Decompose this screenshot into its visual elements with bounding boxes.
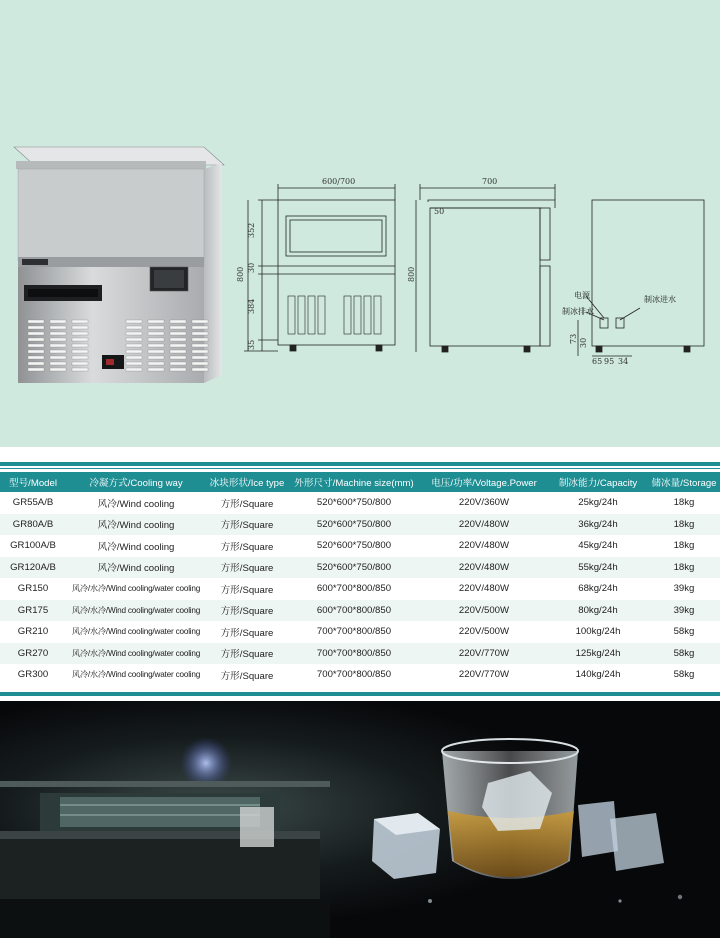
cell-capacity: 36kg/24h <box>548 514 648 536</box>
cell-power: 220V/770W <box>420 664 548 686</box>
table-row <box>0 557 720 579</box>
annot-inlet: 制冰进水 <box>644 295 676 304</box>
cell-ice: 方形/Square <box>206 578 288 600</box>
cell-power: 220V/360W <box>420 492 548 514</box>
cell-size: 600*700*800/850 <box>288 578 420 600</box>
cell-cooling: 风冷/Wind cooling <box>66 492 206 514</box>
cell-capacity: 80kg/24h <box>548 600 648 622</box>
cell-model: GR150 <box>0 578 66 600</box>
back-dim-65: 65 <box>592 357 603 366</box>
cell-size: 600*700*800/850 <box>288 600 420 622</box>
product-overview-panel <box>0 0 720 447</box>
front-view-drawing <box>244 184 395 351</box>
cell-cooling: 风冷/水冷/Wind cooling/water cooling <box>66 643 206 665</box>
cell-ice: 方形/Square <box>206 492 288 514</box>
table-row <box>0 621 720 643</box>
technical-drawings <box>236 170 720 370</box>
bar-scene-photo <box>0 701 720 938</box>
cell-ice: 方形/Square <box>206 557 288 579</box>
table-row <box>0 643 720 665</box>
cell-power: 220V/770W <box>420 643 548 665</box>
table-top-rule <box>0 462 720 466</box>
spec-table-wrapper <box>0 472 720 686</box>
table-header-row <box>0 472 720 492</box>
cell-power: 220V/500W <box>420 621 548 643</box>
table-row <box>0 535 720 557</box>
cell-model: GR100A/B <box>0 535 66 557</box>
cell-size: 700*700*800/850 <box>288 664 420 686</box>
cell-model: GR80A/B <box>0 514 66 536</box>
cell-capacity: 55kg/24h <box>548 557 648 579</box>
back-dim-95: 95 <box>604 357 615 366</box>
cell-model: GR120A/B <box>0 557 66 579</box>
back-view-drawing <box>578 200 704 356</box>
cell-cooling: 风冷/Wind cooling <box>66 557 206 579</box>
back-dim-30: 30 <box>579 337 588 348</box>
cell-ice: 方形/Square <box>206 514 288 536</box>
cell-size: 520*600*750/800 <box>288 535 420 557</box>
cell-storage: 58kg <box>648 664 720 686</box>
front-dim-352: 352 <box>247 222 256 238</box>
cell-model: GR175 <box>0 600 66 622</box>
header-ice-type: 冰块形状/Ice type <box>206 472 288 492</box>
front-dim-30: 30 <box>247 262 256 273</box>
header-model: 型号/Model <box>0 472 66 492</box>
header-power: 电压/功率/Voltage.Power <box>420 472 548 492</box>
cell-storage: 58kg <box>648 621 720 643</box>
side-width-label: 700 <box>482 177 498 186</box>
cell-size: 700*700*800/850 <box>288 643 420 665</box>
table-row <box>0 514 720 536</box>
header-capacity: 制冰能力/Capacity <box>548 472 648 492</box>
cell-ice: 方形/Square <box>206 664 288 686</box>
annot-drain: 制冰排水 <box>562 307 594 316</box>
back-dim-73: 73 <box>569 333 578 344</box>
side-total-height: 800 <box>407 266 416 282</box>
cell-storage: 18kg <box>648 557 720 579</box>
cell-model: GR55A/B <box>0 492 66 514</box>
header-size: 外形尺寸/Machine size(mm) <box>288 472 420 492</box>
cell-power: 220V/480W <box>420 557 548 579</box>
front-total-height: 800 <box>236 266 245 282</box>
table-top-rule-thin <box>0 468 720 469</box>
cell-capacity: 140kg/24h <box>548 664 648 686</box>
cell-cooling: 风冷/水冷/Wind cooling/water cooling <box>66 664 206 686</box>
front-width-label: 600/700 <box>322 177 356 186</box>
cell-model: GR300 <box>0 664 66 686</box>
cell-storage: 39kg <box>648 578 720 600</box>
front-dim-384: 384 <box>247 298 256 314</box>
header-storage: 储冰量/Storage <box>648 472 720 492</box>
cell-capacity: 68kg/24h <box>548 578 648 600</box>
table-row <box>0 492 720 514</box>
spec-table <box>0 472 720 686</box>
cell-capacity: 25kg/24h <box>548 492 648 514</box>
side-dim-50: 50 <box>434 207 445 216</box>
annot-power: 电源 <box>574 291 590 300</box>
cell-cooling: 风冷/水冷/Wind cooling/water cooling <box>66 621 206 643</box>
cell-ice: 方形/Square <box>206 535 288 557</box>
back-dim-34: 34 <box>618 357 629 366</box>
cell-cooling: 风冷/水冷/Wind cooling/water cooling <box>66 578 206 600</box>
cell-capacity: 125kg/24h <box>548 643 648 665</box>
cell-cooling: 风冷/Wind cooling <box>66 535 206 557</box>
cell-storage: 18kg <box>648 492 720 514</box>
cell-power: 220V/500W <box>420 600 548 622</box>
cell-ice: 方形/Square <box>206 600 288 622</box>
cell-size: 520*600*750/800 <box>288 514 420 536</box>
cell-cooling: 风冷/Wind cooling <box>66 514 206 536</box>
cell-cooling: 风冷/水冷/Wind cooling/water cooling <box>66 600 206 622</box>
header-cooling: 冷凝方式/Cooling way <box>66 472 206 492</box>
ice-machine-photo <box>14 145 226 385</box>
table-bottom-rule <box>0 692 720 696</box>
cell-model: GR210 <box>0 621 66 643</box>
cell-ice: 方形/Square <box>206 621 288 643</box>
table-row <box>0 600 720 622</box>
cell-size: 520*600*750/800 <box>288 492 420 514</box>
cell-storage: 18kg <box>648 514 720 536</box>
cell-size: 520*600*750/800 <box>288 557 420 579</box>
table-row <box>0 578 720 600</box>
cell-model: GR270 <box>0 643 66 665</box>
cell-power: 220V/480W <box>420 514 548 536</box>
front-dim-35: 35 <box>247 339 256 350</box>
cell-storage: 18kg <box>648 535 720 557</box>
cell-ice: 方形/Square <box>206 643 288 665</box>
cell-capacity: 45kg/24h <box>548 535 648 557</box>
cell-storage: 39kg <box>648 600 720 622</box>
cell-size: 700*700*800/850 <box>288 621 420 643</box>
bar-scene-illustration <box>0 701 720 938</box>
table-row <box>0 664 720 686</box>
cell-power: 220V/480W <box>420 535 548 557</box>
cell-power: 220V/480W <box>420 578 548 600</box>
cell-capacity: 100kg/24h <box>548 621 648 643</box>
cell-storage: 58kg <box>648 643 720 665</box>
